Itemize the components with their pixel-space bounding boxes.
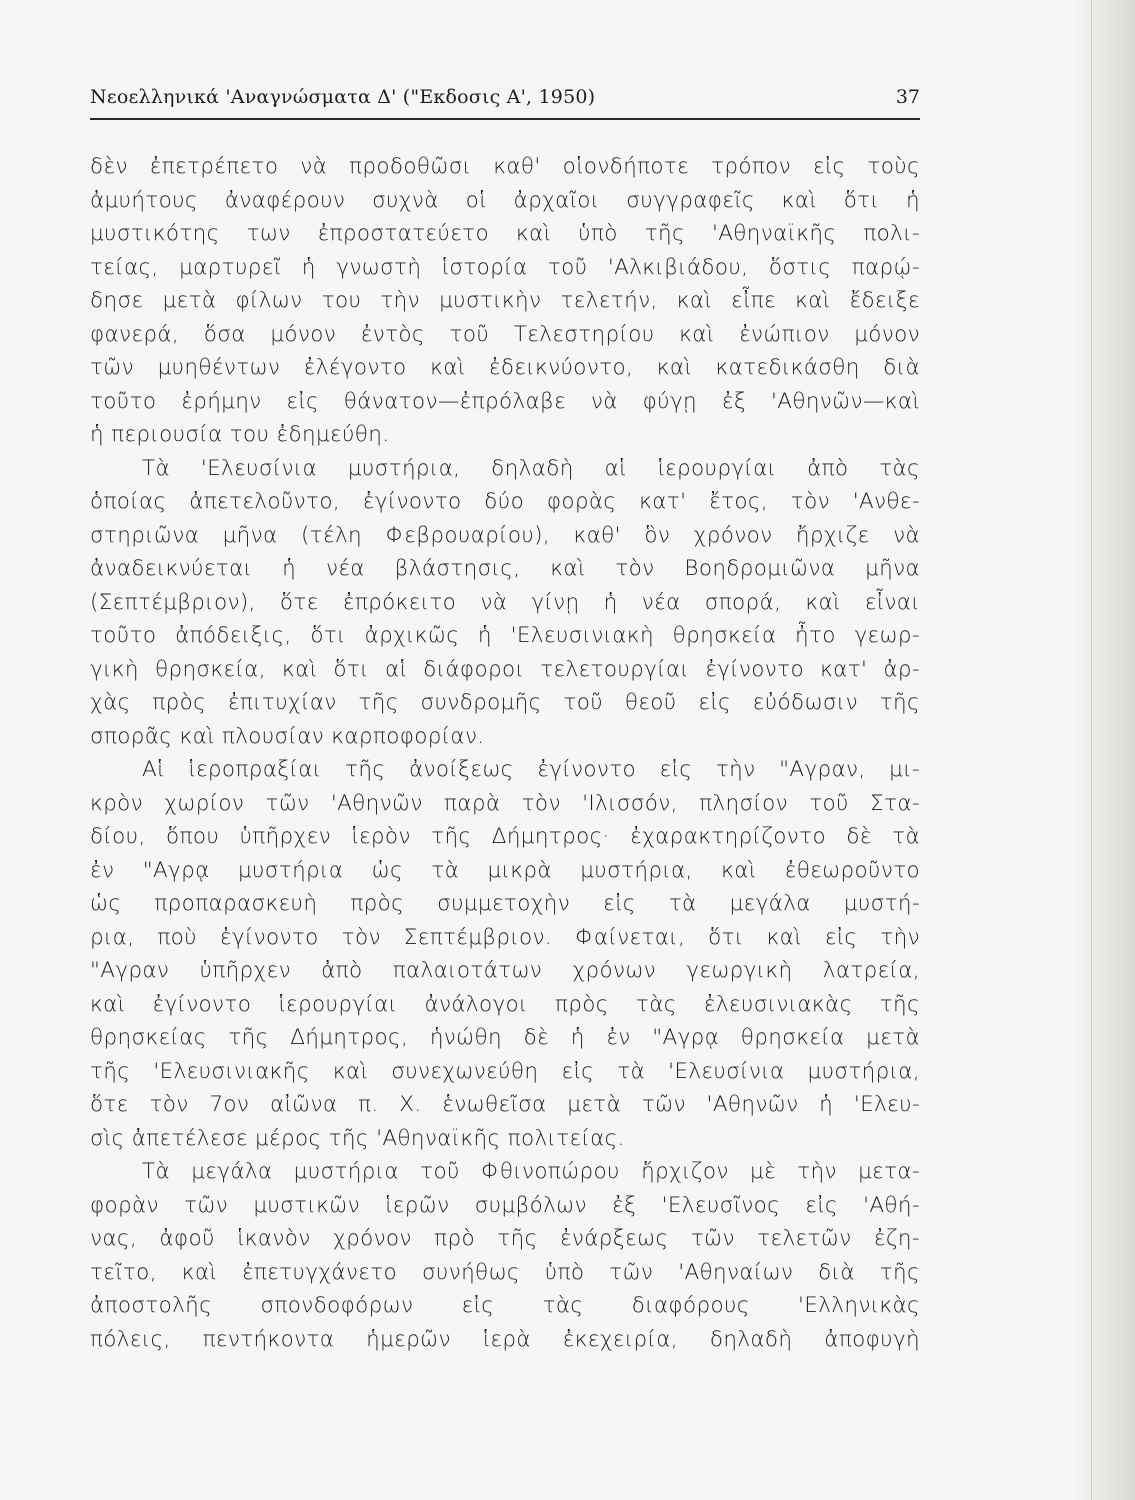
text-line: τοῦτο ἀπόδειξις, ὅτι ἀρχικῶς ἡ 'Ελευσινιακὴ θρησκεία ἦτο γεωρ-: [90, 623, 920, 648]
text-line: (Σεπτέμβριον), ὅτε ἐπρόκειτο νὰ γίνῃ ἡ νέα σπορά, καὶ εἶναι: [90, 589, 920, 615]
text-line: ὡς προπαρασκευὴ πρὸς συμμετοχὴν εἰς τὰ μεγάλα μυστή-: [90, 891, 920, 916]
text-line: φανερά, ὅσα μόνον ἐντὸς τοῦ Τελεστηρίου καὶ ἐνώπιον μόνον: [90, 321, 920, 347]
paragraph-start-line: Τὰ μεγάλα μυστήρια τοῦ Φθινοπώρου ἤρχιζον μὲ τὴν μετα-: [142, 1159, 920, 1184]
text-line: γικὴ θρησκεία, καὶ ὅτι αἱ διάφοροι τελετουργίαι ἐγίνοντο κατ' ἀρ-: [90, 656, 920, 682]
text-line: ὁποίας ἀπετελοῦντο, ἐγίνοντο δύο φορὰς κατ' ἔτος, τὸν 'Ανθε-: [90, 489, 920, 514]
text-line: πόλεις, πεντήκοντα ἡμερῶν ἱερὰ ἐκεχειρία, δηλαδὴ ἀποφυγὴ: [90, 1326, 920, 1352]
text-line: δησε μετὰ φίλων του τὴν μυστικὴν τελετήν, καὶ εἶπε καὶ ἔδειξε: [90, 288, 920, 313]
text-line: ἀποστολῆς σπονδοφόρων εἰς τὰς διαφόρους 'Ελληνικὰς: [90, 1293, 920, 1318]
text-line: κρὸν χωρίον τῶν 'Αθηνῶν παρὰ τὸν 'Ιλισσόν, πλησίον τοῦ Στα-: [90, 790, 920, 816]
text-line: τῆς 'Ελευσινιακῆς καὶ συνεχωνεύθη εἰς τὰ 'Ελευσίνια μυστήρια,: [90, 1058, 920, 1084]
text-line: ἀναδεικνύεται ἡ νέα βλάστησις, καὶ τὸν Βοηδρομιῶνα μῆνα: [90, 556, 920, 581]
text-line: δὲν ἐπετρέπετο νὰ προδοθῶσι καθ' οἱονδήποτε τρόπον εἰς τοὺς: [90, 154, 920, 179]
text-line: σὶς ἀπετέλεσε μέρος τῆς 'Αθηναϊκῆς πολιτείας.: [90, 1125, 625, 1151]
text-line: ὅτε τὸν 7ον αἰῶνα π. Χ. ἑνωθεῖσα μετὰ τῶν 'Αθηνῶν ἡ 'Ελευ-: [90, 1092, 920, 1117]
text-line: χὰς πρὸς ἐπιτυχίαν τῆς συνδρομῆς τοῦ θεοῦ εἰς εὐόδωσιν τῆς: [90, 690, 920, 715]
page-edge: [1077, 0, 1135, 1500]
running-header-title: Νεοελληνικά 'Αναγνώσματα Δ' ("Εκδοσις Α', 1950): [90, 86, 596, 108]
text-line: καὶ ἐγίνοντο ἱερουργίαι ἀνάλογοι πρὸς τὰς ἐλευσινιακὰς τῆς: [90, 991, 920, 1017]
paragraph-start-line: Τὰ 'Ελευσίνια μυστήρια, δηλαδὴ αἱ ἱερουργίαι ἀπὸ τὰς: [142, 455, 920, 481]
text-line: τῶν μυηθέντων ἐλέγοντο καὶ ἐδεικνύοντο, καὶ κατεδικάσθη διὰ: [90, 355, 920, 380]
text-line: ἐν "Αγρᾳ μυστήρια ὡς τὰ μικρὰ μυστήρια, καὶ ἐθεωροῦντο: [90, 857, 920, 883]
text-line: τοῦτο ἐρήμην εἰς θάνατον—ἐπρόλαβε νὰ φύγῃ ἐξ 'Αθηνῶν—καὶ: [90, 388, 920, 414]
text-line: ἀμυήτους ἀναφέρουν συχνὰ οἱ ἀρχαῖοι συγγραφεῖς καὶ ὅτι ἡ: [90, 187, 920, 213]
text-line: θρησκείας τῆς Δήμητρος, ἡνώθη δὲ ἡ ἐν "Αγρᾳ θρησκεία μετὰ: [90, 1025, 920, 1050]
text-line: φορὰν τῶν μυστικῶν ἱερῶν συμβόλων ἐξ 'Ελευσῖνος εἰς 'Αθή-: [90, 1192, 920, 1218]
text-line: ἡ περιουσία του ἐδημεύθη.: [90, 422, 390, 447]
paragraph-start-line: Αἱ ἱεροπραξίαι τῆς ἀνοίξεως ἐγίνοντο εἰς τὴν "Αγραν, μι-: [142, 757, 920, 782]
running-header: [90, 86, 920, 116]
body-text: [90, 150, 920, 1356]
text-line: τείας, μαρτυρεῖ ἡ γνωστὴ ἱστορία τοῦ 'Αλκιβιάδου, ὅστις παρῴ-: [90, 254, 920, 280]
text-line: "Αγραν ὑπῆρχεν ἀπὸ παλαιοτάτων χρόνων γεωργικὴ λατρεία,: [90, 958, 920, 983]
text-line: μυστικότης των ἐπροστατεύετο καὶ ὑπὸ τῆς 'Αθηναϊκῆς πολι-: [90, 221, 920, 246]
text-line: σπορᾶς καὶ πλουσίαν καρποφορίαν.: [90, 723, 485, 749]
text-line: δίου, ὅπου ὑπῆρχεν ἱερὸν τῆς Δήμητρος· ἐχαρακτηρίζοντο δὲ τὰ: [90, 824, 920, 849]
page-number: 37: [895, 86, 920, 108]
header-rule: [90, 118, 920, 120]
text-line: νας, ἀφοῦ ἱκανὸν χρόνον πρὸ τῆς ἐνάρξεως τῶν τελετῶν ἐζη-: [90, 1226, 920, 1251]
text-line: τεῖτο, καὶ ἐπετυγχάνετο συνήθως ὑπὸ τῶν 'Αθηναίων διὰ τῆς: [90, 1259, 920, 1285]
text-line: ρια, ποὺ ἐγίνοντο τὸν Σεπτέμβριον. Φαίνεται, ὅτι καὶ εἰς τὴν: [90, 924, 920, 950]
text-line: στηριῶνα μῆνα (τέλη Φεβρουαρίου), καθ' ὃν χρόνον ἤρχιζε νὰ: [90, 522, 920, 548]
